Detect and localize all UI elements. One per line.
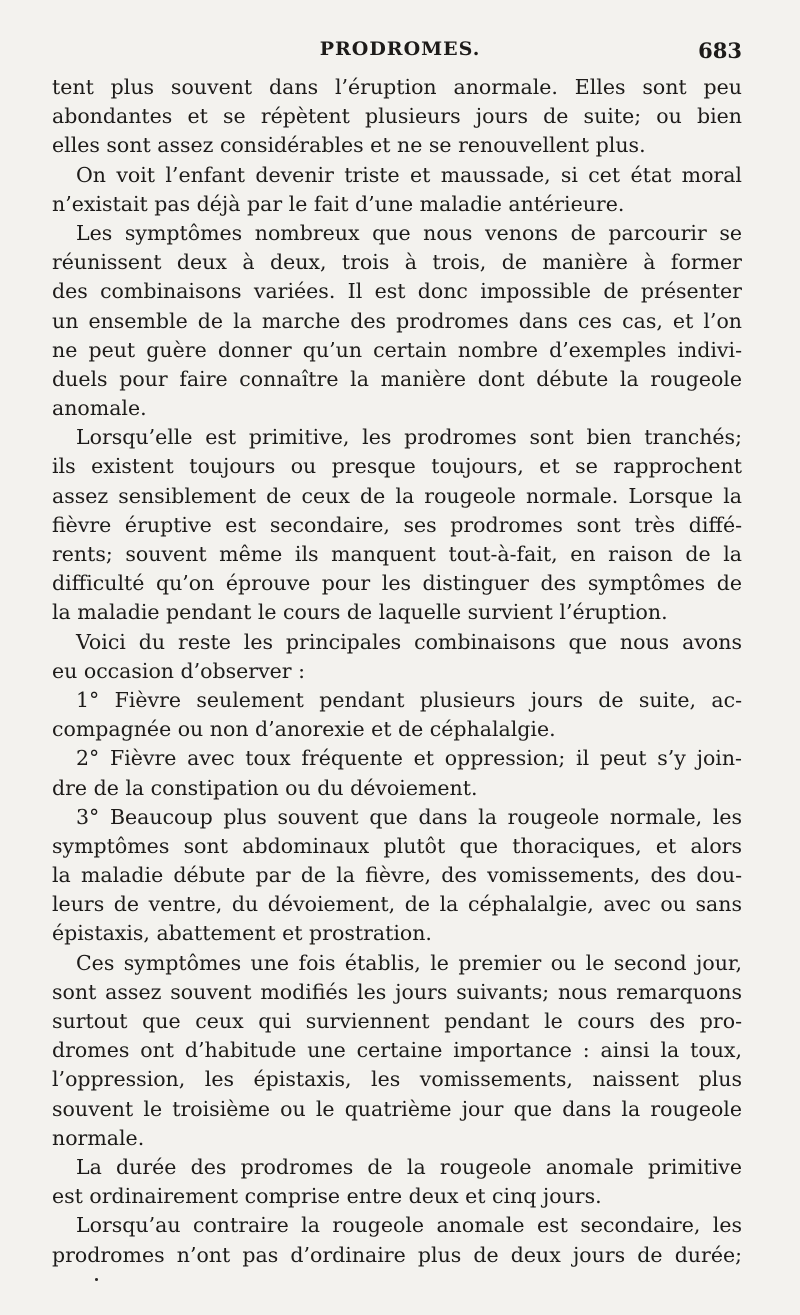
text-line: la maladie pendant le cours de laquelle survient l’éruption. (52, 600, 668, 625)
text-line: eu occasion d’observer : (52, 658, 306, 683)
text-line: Voici du reste les principales combinaisons que nous avons (76, 629, 742, 654)
text-line: La durée des prodromes de la rougeole anomale primitive (76, 1154, 742, 1179)
text-line: difficulté qu’on éprouve pour les distinguer des symptômes de (52, 571, 742, 596)
text-line: leurs de ventre, du dévoiement, de la céphalalgie, avec ou sans (52, 892, 742, 917)
text-line: dre de la constipation ou du dévoiement. (52, 775, 478, 800)
text-line: dromes ont d’habitude une certaine importance : ainsi la toux, (52, 1038, 742, 1063)
text-line: tent plus souvent dans l’éruption anormale. Elles sont peu (52, 75, 742, 99)
text-line: prodromes n’ont pas d’ordinaire plus de deux jours de durée; (52, 1242, 742, 1267)
ink-speck (95, 1278, 98, 1281)
text-line: est ordinairement comprise entre deux et cinq jours. (52, 1184, 602, 1209)
text-line: souvent le troisième ou le quatrième jour que dans la rougeole (52, 1096, 742, 1121)
text-line: anomale. (52, 396, 147, 421)
text-line: réunissent deux à deux, trois à trois, de manière à former (52, 250, 742, 275)
text-line: Lorsqu’au contraire la rougeole anomale est secondaire, les (76, 1213, 742, 1238)
text-line: fièvre éruptive est secondaire, ses prodromes sont très diffé- (52, 512, 742, 537)
page-number: 683 (698, 38, 742, 63)
text-line: normale. (52, 1125, 145, 1150)
text-line: ils existent toujours ou presque toujours, et se rapprochent (52, 454, 742, 479)
text-line: 2° Fièvre avec toux fréquente et oppression; il peut s’y join- (76, 746, 742, 771)
text-line: surtout que ceux qui surviennent pendant le cours des pro- (52, 1009, 742, 1033)
text-line: épistaxis, abattement et prostration. (52, 921, 432, 946)
text-line: n’existait pas déjà par le fait d’une maladie antérieure. (52, 191, 625, 216)
text-line: On voit l’enfant devenir triste et maussade, si cet état moral (76, 162, 742, 187)
text-line: symptômes sont abdominaux plutôt que thoraciques, et alors (52, 833, 742, 858)
text-line: un ensemble de la marche des prodromes dans ces cas, et l’on (52, 308, 742, 333)
text-line: duels pour faire connaître la manière dont débute la rougeole (52, 366, 742, 391)
text-line: rents; souvent même ils manquent tout-à-fait, en raison de la (52, 542, 742, 566)
text-line: Ces symptômes une fois établis, le premier ou le second jour, (76, 950, 742, 975)
page-header (0, 36, 800, 66)
running-title: PRODROMES. (319, 38, 481, 60)
body-text (52, 73, 742, 1270)
text-line: des combinaisons variées. Il est donc impossible de présenter (52, 279, 742, 304)
text-line: ne peut guère donner qu’un certain nombre d’exemples indivi- (52, 337, 742, 362)
text-line: abondantes et se répètent plusieurs jours de suite; ou bien (52, 104, 742, 129)
text-line: la maladie débute par de la fièvre, des vomissements, des dou- (52, 863, 742, 888)
text-line: 1° Fièvre seulement pendant plusieurs jours de suite, ac- (76, 687, 742, 712)
text-line: elles sont assez considérables et ne se renouvellent plus. (52, 133, 646, 158)
text-line: sont assez souvent modifiés les jours suivants; nous remarquons (52, 979, 742, 1004)
text-line: l’oppression, les épistaxis, les vomissements, naissent plus (52, 1067, 742, 1092)
text-line: assez sensiblement de ceux de la rougeole normale. Lorsque la (52, 483, 742, 508)
text-line: compagnée ou non d’anorexie et de céphalalgie. (52, 717, 556, 742)
text-line: Lorsqu’elle est primitive, les prodromes sont bien tranchés; (76, 425, 742, 450)
text-line: 3° Beaucoup plus souvent que dans la rougeole normale, les (76, 804, 742, 829)
text-line: Les symptômes nombreux que nous venons de parcourir se (76, 220, 742, 245)
